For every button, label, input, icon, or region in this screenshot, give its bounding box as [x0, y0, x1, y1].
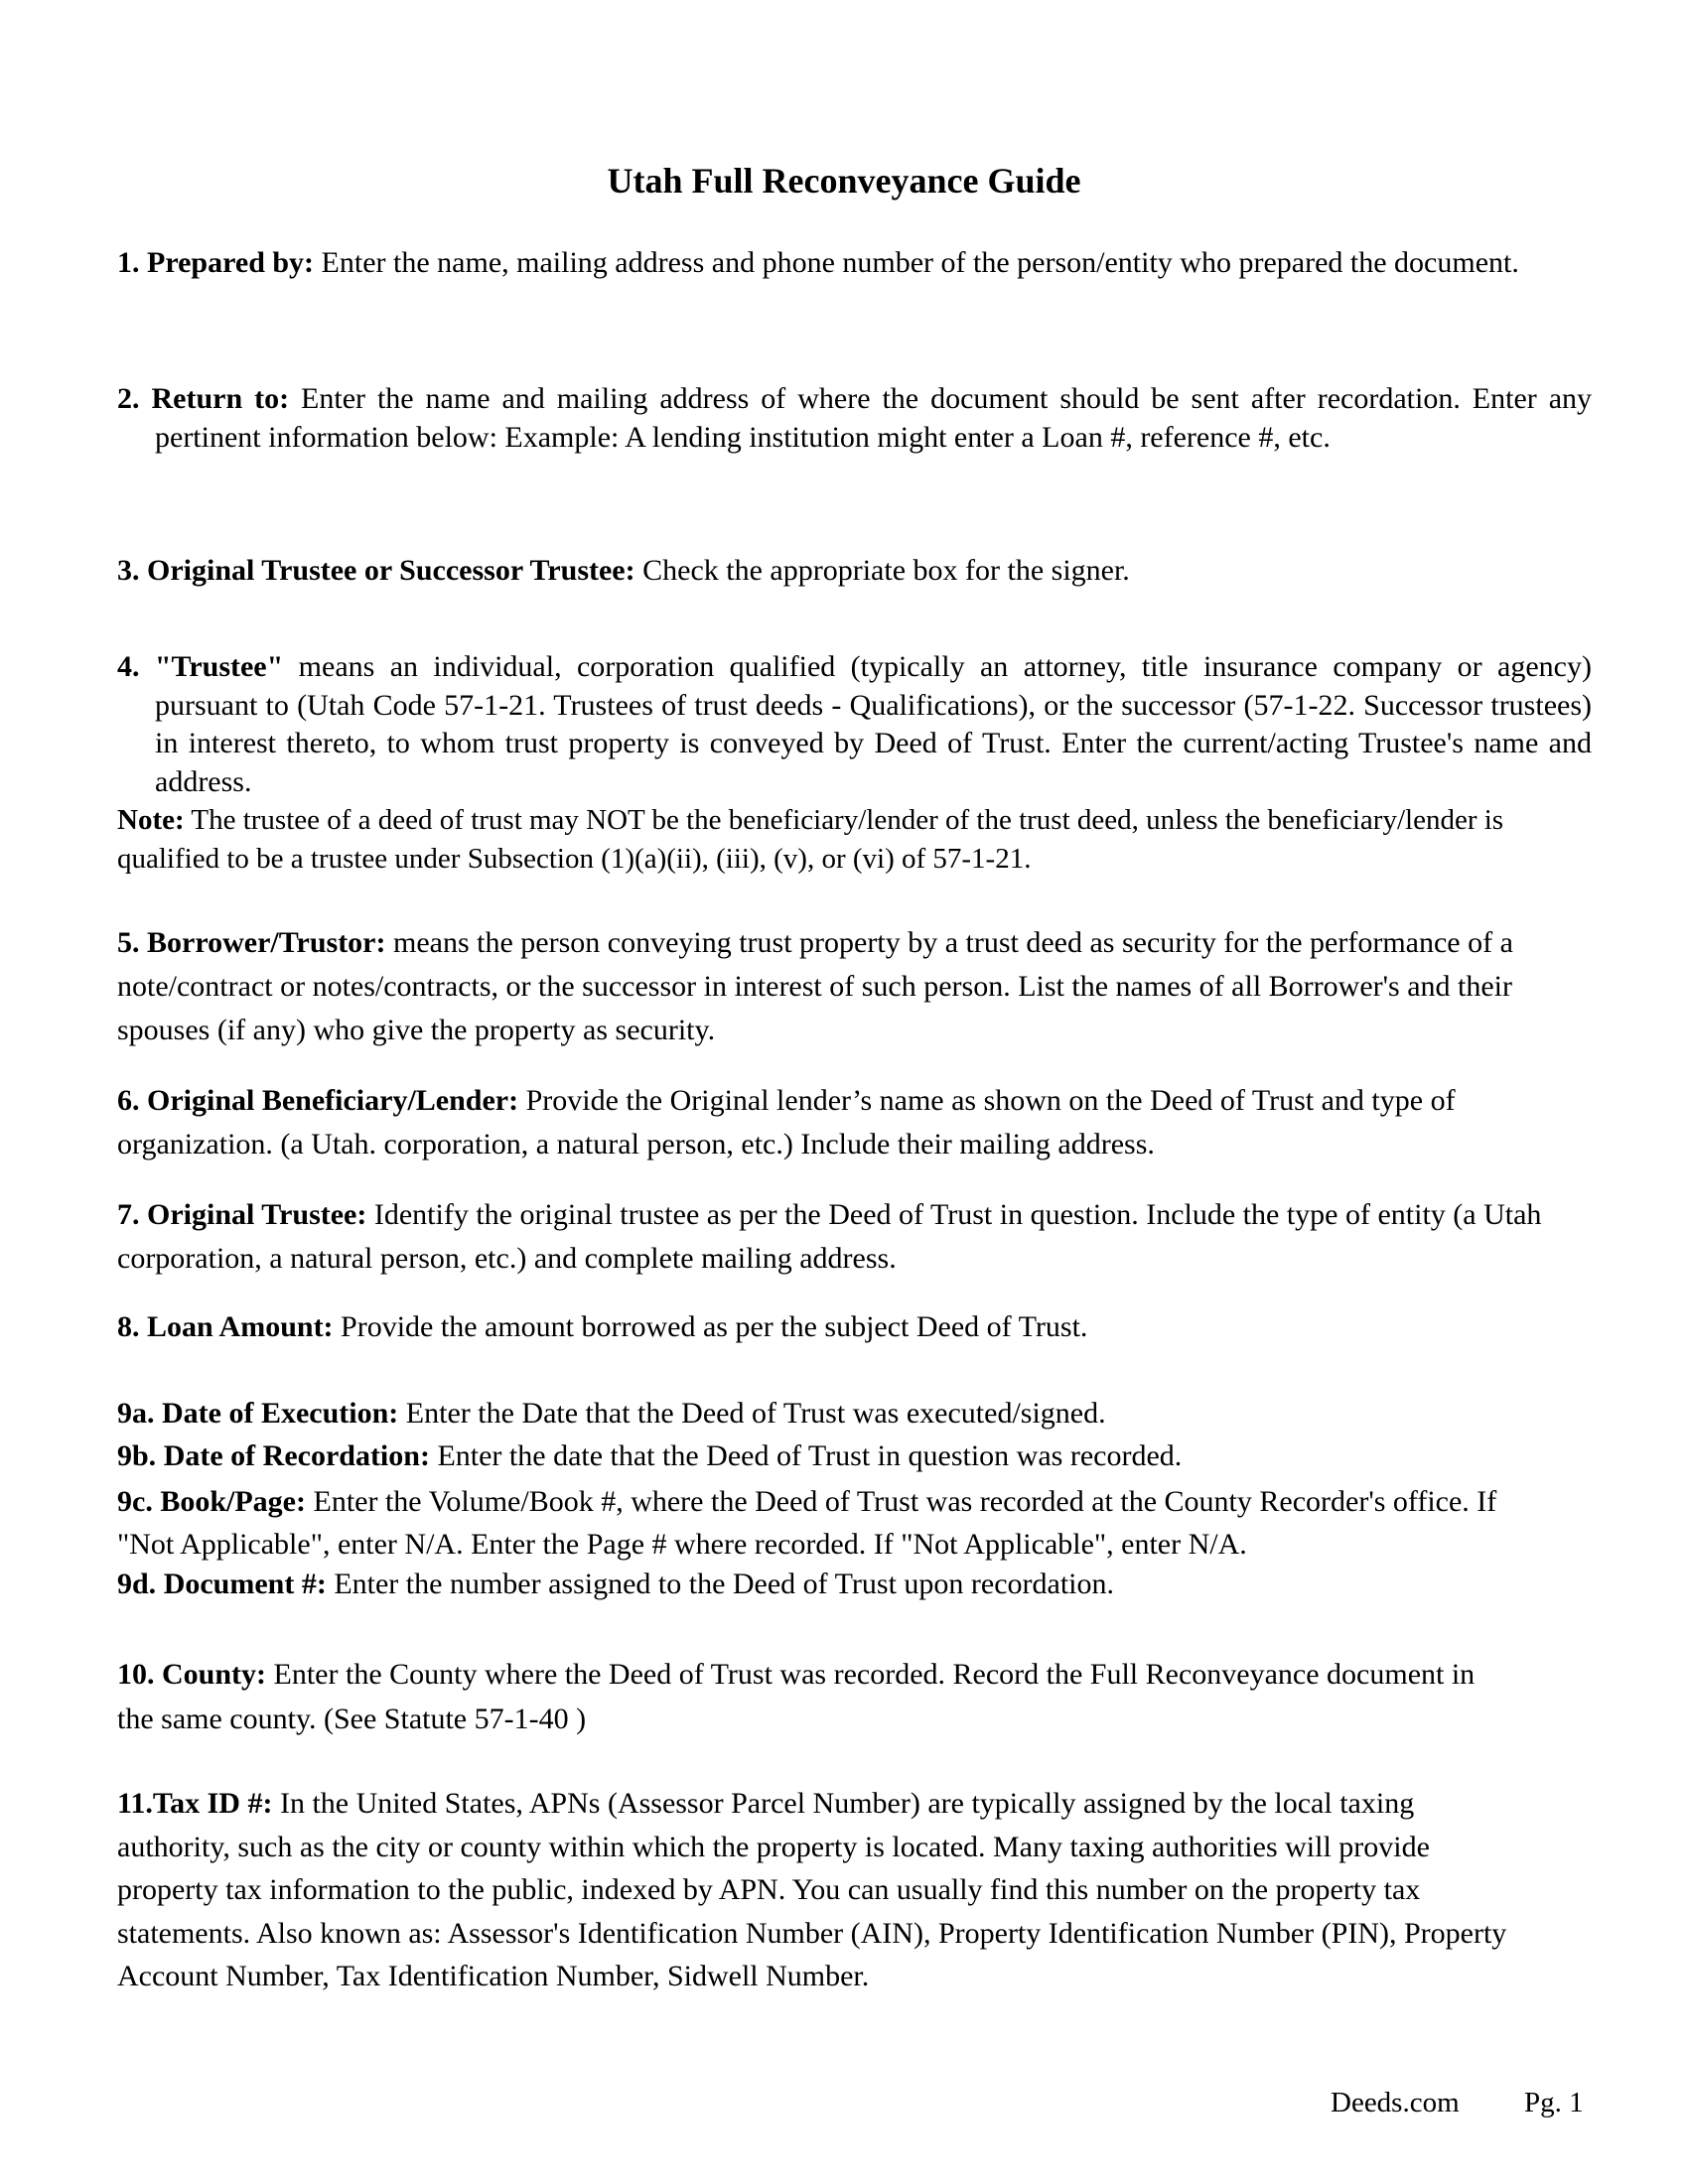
- item-text: Enter the name, mailing address and phone number of the person/entity who prepared the document.: [321, 246, 1519, 279]
- item-number: 4.: [117, 650, 140, 683]
- note-text: The trustee of a deed of trust may NOT be the beneficiary/lender of the trust deed, unless the beneficiary/lender is qualified to be a trustee under Subsection (1)(a)(ii), (iii), (v), or (vi) of 57-1-21.: [117, 804, 1504, 875]
- item-tax-id: [117, 1782, 1517, 1998]
- trustee-note: [117, 801, 1507, 879]
- item-number: 9c.: [117, 1485, 153, 1518]
- item-label: Document #:: [163, 1568, 327, 1600]
- item-borrower: [117, 921, 1567, 1052]
- item-number: 11.: [117, 1787, 153, 1820]
- item-return-to: [117, 380, 1592, 457]
- item-label: County:: [162, 1658, 267, 1691]
- item-label: Loan Amount:: [147, 1310, 334, 1343]
- item-number: 7.: [117, 1198, 140, 1231]
- item-text: Provide the amount borrowed as per the subject Deed of Trust.: [341, 1310, 1088, 1343]
- item-text: Enter the Date that the Deed of Trust was executed/signed.: [405, 1397, 1106, 1430]
- item-text: Check the appropriate box for the signer.: [642, 554, 1130, 587]
- item-loan-amount: [117, 1308, 1607, 1347]
- item-number: 9a.: [117, 1397, 155, 1430]
- item-county: [117, 1652, 1507, 1741]
- item-label: Borrower/Trustor:: [147, 926, 386, 959]
- item-number: 9d.: [117, 1568, 157, 1600]
- item-label: Date of Execution:: [162, 1397, 399, 1430]
- item-original-beneficiary: [117, 1079, 1547, 1166]
- item-label: Date of Recordation:: [163, 1439, 430, 1472]
- item-text: Enter the name and mailing address of where the document should be sent after recordation. Enter any pertinent information below: Example: A lending institution might enter a Loan #, reference #, etc.: [155, 382, 1593, 454]
- item-text: In the United States, APNs (Assessor Parcel Number) are typically assigned by the local taxing authority, such as the city or county within which the property is located. Many taxing authorities will provide property tax information to the public, indexed by APN. You can usually find this number on the property tax statements. Also known as: Assessor's Identification Number (AIN), Property Identification Number (PIN), Property Account Number, Tax Identification Number, Sidwell Number.: [117, 1787, 1507, 1992]
- item-number: 8.: [117, 1310, 140, 1343]
- item-number: 1.: [117, 246, 140, 279]
- item-label: Prepared by:: [147, 246, 315, 279]
- item-text: means an individual, corporation qualified (typically an attorney, title insurance company or agency) pursuant to (Utah Code 57-1-21. Trustees of trust deeds - Qualifications), or the successor (57-1-22. Successor trustees) in interest thereto, to whom trust property is conveyed by Deed of Trust. Enter the current/acting Trustee's name and address.: [155, 650, 1592, 798]
- item-label: Original Beneficiary/Lender:: [147, 1084, 519, 1117]
- item-trustee-type: [117, 552, 1607, 591]
- footer-page-number: Pg. 1: [1524, 2087, 1584, 2118]
- item-label: "Trustee": [154, 650, 284, 683]
- item-date-of-recordation: [117, 1437, 1607, 1476]
- item-label: Return to:: [151, 382, 290, 415]
- item-label: Book/Page:: [160, 1485, 306, 1518]
- item-text: Provide the Original lender’s name as shown on the Deed of Trust and type of organization. (a Utah. corporation, a natural person, etc.) Include their mailing address.: [117, 1084, 1456, 1160]
- item-document-number: [117, 1566, 1607, 1604]
- item-prepared-by: [117, 244, 1592, 283]
- note-label: Note:: [117, 804, 185, 836]
- item-number: 6.: [117, 1084, 140, 1117]
- item-text: Enter the Volume/Book #, where the Deed of Trust was recorded at the County Recorder's office. If "Not Applicable", enter N/A. Enter the Page # where recorded. If "Not Applicable", enter N/A.: [117, 1485, 1497, 1561]
- item-label: Original Trustee or Successor Trustee:: [147, 554, 635, 587]
- item-trustee-definition: [117, 648, 1592, 801]
- item-label: Original Trustee:: [147, 1198, 367, 1231]
- item-original-trustee: [117, 1193, 1557, 1281]
- item-number: 2.: [117, 382, 140, 415]
- item-text: Identify the original trustee as per the Deed of Trust in question. Include the type of entity (a Utah corporation, a natural person, etc.) and complete mailing address.: [117, 1198, 1542, 1275]
- item-date-of-execution: [117, 1395, 1607, 1433]
- item-number: 9b.: [117, 1439, 157, 1472]
- item-number: 10.: [117, 1658, 155, 1691]
- item-number: 5.: [117, 926, 140, 959]
- item-number: 3.: [117, 554, 140, 587]
- item-text: Enter the number assigned to the Deed of Trust upon recordation.: [334, 1568, 1114, 1600]
- item-book-page: [117, 1480, 1557, 1566]
- item-text: means the person conveying trust property by a trust deed as security for the performance of a note/contract or notes/contracts, or the successor in interest of such person. List the names of all Borrower's and their spouses (if any) who give the property as security.: [117, 926, 1513, 1046]
- footer-site: Deeds.com: [1331, 2087, 1460, 2118]
- item-label: Tax ID #:: [152, 1787, 273, 1820]
- item-text: Enter the date that the Deed of Trust in question was recorded.: [437, 1439, 1183, 1472]
- item-text: Enter the County where the Deed of Trust was recorded. Record the Full Reconveyance document in the same county. (See Statute 57-1-40 ): [117, 1658, 1476, 1735]
- page-title: Utah Full Reconveyance Guide: [607, 161, 1081, 201]
